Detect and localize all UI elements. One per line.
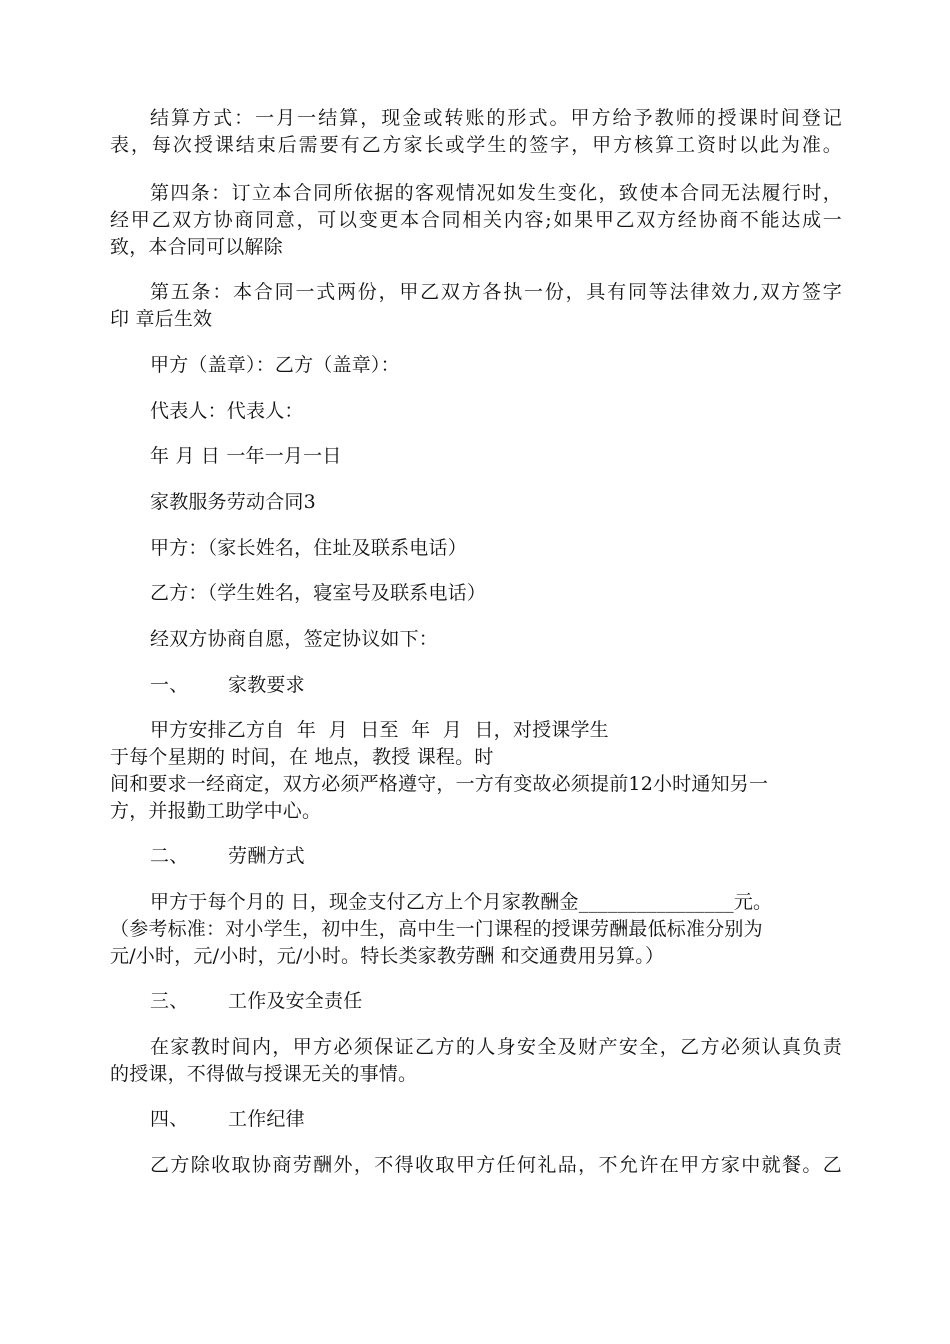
section-2-heading: [150, 843, 305, 869]
section-2-title: 劳酬方式: [228, 845, 305, 867]
section-2-number: 二、: [150, 845, 189, 867]
section-2-line-2: （参考标准：对小学生，初中生，高中生一门课程的授课劳酬最低标准分别为: [110, 918, 763, 940]
article-5-line-2: 印 章后生效: [110, 308, 213, 330]
section-4-number: 四、: [150, 1108, 189, 1130]
section-1-line-2: 于每个星期的 时间，在 地点，教授 课程。时: [110, 746, 494, 768]
contract-title: 家教服务劳动合同3: [150, 491, 316, 513]
section-3-line-2: 的授课，不得做与授课无关的事情。: [110, 1063, 418, 1085]
article-4-line-2: 经甲乙双方协商同意，可以变更本合同相关内容;如果甲乙双方经协商不能达成一: [110, 209, 842, 231]
article-4-line-3: 致，本合同可以解除: [110, 236, 283, 258]
seal-line: 甲方（盖章）：乙方（盖章）：: [150, 354, 400, 376]
article-4-line-1: 第四条：订立本合同所依据的客观情况如发生变化，致使本合同无法履行时，: [150, 182, 842, 204]
section-1-line-3: 间和要求一经商定，双方必须严格遵守，一方有变故必须提前12小时通知另一: [110, 773, 769, 795]
representative-line: 代表人：代表人：: [150, 400, 304, 422]
section-1-number: 一、: [150, 674, 189, 696]
party-b-line: 乙方：（学生姓名，寝室号及联系电话）: [150, 582, 487, 604]
section-4-title: 工作纪律: [228, 1108, 305, 1130]
section-3-heading: [150, 988, 362, 1014]
section-1-heading: [150, 672, 305, 698]
party-a-line: 甲方：（家长姓名，住址及联系电话）: [150, 537, 467, 559]
section-2-line-3: 元/小时，元/小时，元/小时。特长类家教劳酬 和交通费用另算。）: [110, 945, 665, 967]
section-3-number: 三、: [150, 990, 189, 1012]
section-1-line-4: 方，并报勤工助学中心。: [110, 800, 322, 822]
section-2-line-1: 甲方于每个月的 日，现金支付乙方上个月家教酬金________________元。: [150, 891, 773, 913]
article-5-line-1: 第五条：本合同一式两份，甲乙双方各执一份，具有同等法律效力,双方签字: [150, 281, 842, 303]
date-line: 年 月 日 一年一月一日: [150, 445, 342, 467]
paragraph-settlement-line-1: 结算方式：一月一结算，现金或转账的形式。甲方给予教师的授课时间登记: [150, 107, 842, 129]
section-4-heading: [150, 1106, 305, 1132]
section-1-title: 家教要求: [228, 674, 305, 696]
section-1-line-1: 甲方安排乙方自 年 月 日至 年 月 日，对授课学生: [150, 719, 609, 741]
section-3-title: 工作及安全责任: [228, 990, 363, 1012]
section-4-line-1: 乙方除收取协商劳酬外，不得收取甲方任何礼品，不允许在甲方家中就餐。乙: [150, 1154, 842, 1176]
section-3-line-1: 在家教时间内，甲方必须保证乙方的人身安全及财产安全，乙方必须认真负责: [150, 1036, 842, 1058]
agreement-intro: 经双方协商自愿，签定协议如下：: [150, 628, 439, 650]
paragraph-settlement-line-2: 表，每次授课结束后需要有乙方家长或学生的签字，甲方核算工资时以此为准。: [110, 134, 842, 156]
